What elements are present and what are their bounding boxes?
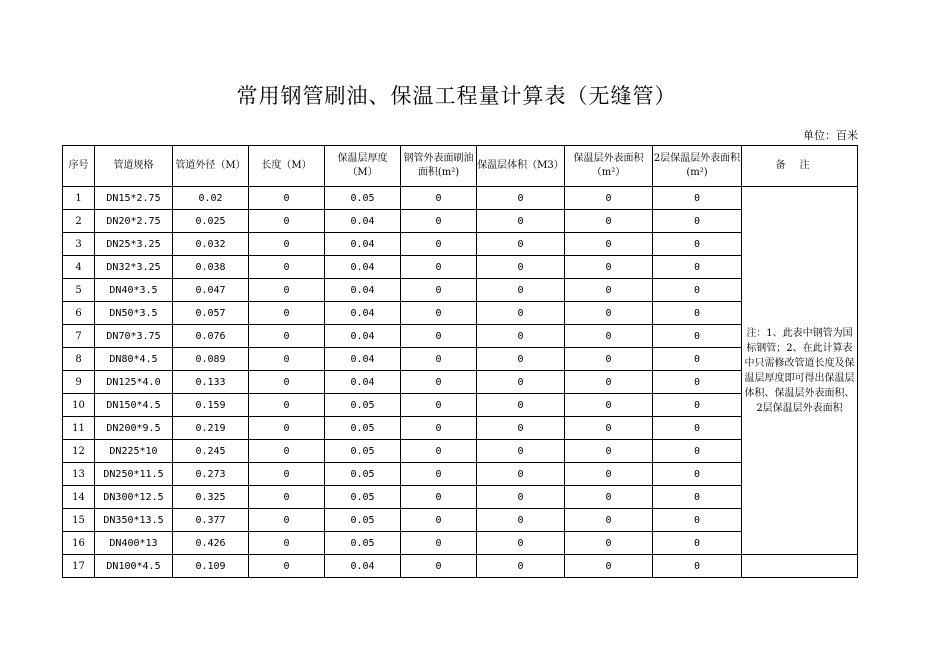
cell-volume[interactable]: 0 (477, 233, 565, 256)
cell-volume[interactable]: 0 (477, 348, 565, 371)
header-cell-remark[interactable]: 备注 (742, 146, 858, 187)
header-cell-no[interactable]: 序号 (63, 146, 95, 187)
cell-paint-area[interactable]: 0 (401, 302, 477, 325)
cell-no[interactable]: 6 (63, 302, 95, 325)
cell-no[interactable]: 17 (63, 555, 95, 578)
cell-length[interactable]: 0 (249, 440, 325, 463)
cell-surface[interactable]: 0 (565, 486, 653, 509)
cell-spec[interactable]: DN80*4.5 (95, 348, 173, 371)
cell-surface[interactable]: 0 (565, 532, 653, 555)
cell-thickness[interactable]: 0.05 (325, 509, 401, 532)
cell-thickness[interactable]: 0.04 (325, 233, 401, 256)
cell-volume[interactable]: 0 (477, 555, 565, 578)
cell-length[interactable]: 0 (249, 555, 325, 578)
cell-od[interactable]: 0.159 (173, 394, 249, 417)
cell-surface[interactable]: 0 (565, 417, 653, 440)
table-row (63, 509, 858, 532)
header-cell-thickness[interactable]: 保温层厚度（M） (325, 146, 401, 187)
cell-thickness[interactable]: 0.04 (325, 348, 401, 371)
cell-surface[interactable]: 0 (565, 394, 653, 417)
cell-od[interactable]: 0.089 (173, 348, 249, 371)
cell-no[interactable]: 4 (63, 256, 95, 279)
header-cell-paint-area[interactable]: 钢管外表面刷油面积(m²) (401, 146, 477, 187)
cell-volume[interactable]: 0 (477, 486, 565, 509)
cell-length[interactable]: 0 (249, 532, 325, 555)
table-row (63, 256, 858, 279)
cell-od[interactable]: 0.025 (173, 210, 249, 233)
header-cell-length[interactable]: 长度（M） (249, 146, 325, 187)
cell-volume[interactable]: 0 (477, 509, 565, 532)
cell-od[interactable]: 0.047 (173, 279, 249, 302)
cell-no[interactable]: 1 (63, 187, 95, 210)
table-row (63, 210, 858, 233)
cell-no[interactable]: 12 (63, 440, 95, 463)
cell-paint-area[interactable]: 0 (401, 440, 477, 463)
cell-surface[interactable]: 0 (565, 210, 653, 233)
cell-surface[interactable]: 0 (565, 279, 653, 302)
remark-empty-cell[interactable] (742, 555, 858, 578)
cell-surface[interactable]: 0 (565, 325, 653, 348)
cell-paint-area[interactable]: 0 (401, 187, 477, 210)
cell-surface[interactable]: 0 (565, 440, 653, 463)
cell-surface-2[interactable]: 0 (653, 256, 742, 279)
table-row (63, 279, 858, 302)
cell-no[interactable]: 3 (63, 233, 95, 256)
cell-volume[interactable]: 0 (477, 256, 565, 279)
table-row (63, 555, 858, 578)
cell-length[interactable]: 0 (249, 394, 325, 417)
cell-spec[interactable]: DN150*4.5 (95, 394, 173, 417)
header-cell-od[interactable]: 管道外径（M） (173, 146, 249, 187)
cell-surface[interactable]: 0 (565, 463, 653, 486)
table-row (63, 440, 858, 463)
cell-spec[interactable]: DN225*10 (95, 440, 173, 463)
cell-paint-area[interactable]: 0 (401, 256, 477, 279)
cell-thickness[interactable]: 0.05 (325, 394, 401, 417)
cell-length[interactable]: 0 (249, 279, 325, 302)
table-row (63, 394, 858, 417)
cell-surface-2[interactable]: 0 (653, 440, 742, 463)
cell-surface-2[interactable]: 0 (653, 210, 742, 233)
cell-spec[interactable]: DN25*3.25 (95, 233, 173, 256)
cell-paint-area[interactable]: 0 (401, 233, 477, 256)
cell-surface-2[interactable]: 0 (653, 233, 742, 256)
cell-surface-2[interactable]: 0 (653, 348, 742, 371)
cell-length[interactable]: 0 (249, 325, 325, 348)
cell-od[interactable]: 0.076 (173, 325, 249, 348)
cell-surface-2[interactable]: 0 (653, 302, 742, 325)
table-row (63, 486, 858, 509)
cell-spec[interactable]: DN15*2.75 (95, 187, 173, 210)
cell-no[interactable]: 5 (63, 279, 95, 302)
cell-spec[interactable]: DN100*4.5 (95, 555, 173, 578)
cell-surface-2[interactable]: 0 (653, 532, 742, 555)
cell-od[interactable]: 0.273 (173, 463, 249, 486)
cell-volume[interactable]: 0 (477, 463, 565, 486)
cell-no[interactable]: 15 (63, 509, 95, 532)
cell-paint-area[interactable]: 0 (401, 532, 477, 555)
cell-thickness[interactable]: 0.04 (325, 555, 401, 578)
cell-no[interactable]: 9 (63, 371, 95, 394)
cell-length[interactable]: 0 (249, 463, 325, 486)
header-row (63, 146, 858, 187)
table-row (63, 325, 858, 348)
cell-thickness[interactable]: 0.05 (325, 532, 401, 555)
cell-volume[interactable]: 0 (477, 394, 565, 417)
remark-note[interactable]: 注：1、此表中钢管为国标钢管；2、在此计算表中只需修改管道长度及保温层厚度即可得出保温层体积、保温层外表面积、2层保温层外表面积 (742, 187, 858, 555)
cell-no[interactable]: 14 (63, 486, 95, 509)
cell-paint-area[interactable]: 0 (401, 555, 477, 578)
cell-paint-area[interactable]: 0 (401, 463, 477, 486)
cell-spec[interactable]: DN400*13 (95, 532, 173, 555)
cell-paint-area[interactable]: 0 (401, 348, 477, 371)
cell-surface[interactable]: 0 (565, 509, 653, 532)
cell-no[interactable]: 2 (63, 210, 95, 233)
cell-surface-2[interactable]: 0 (653, 187, 742, 210)
cell-od[interactable]: 0.057 (173, 302, 249, 325)
cell-length[interactable]: 0 (249, 256, 325, 279)
cell-spec[interactable]: DN125*4.0 (95, 371, 173, 394)
cell-surface-2[interactable]: 0 (653, 463, 742, 486)
cell-paint-area[interactable]: 0 (401, 486, 477, 509)
header-cell-surface[interactable]: 保温层外表面积（m²） (565, 146, 653, 187)
cell-volume[interactable]: 0 (477, 302, 565, 325)
cell-od[interactable]: 0.02 (173, 187, 249, 210)
cell-volume[interactable]: 0 (477, 325, 565, 348)
cell-paint-area[interactable]: 0 (401, 371, 477, 394)
cell-length[interactable]: 0 (249, 233, 325, 256)
cell-surface-2[interactable]: 0 (653, 486, 742, 509)
cell-spec[interactable]: DN70*3.75 (95, 325, 173, 348)
cell-spec[interactable]: DN300*12.5 (95, 486, 173, 509)
cell-od[interactable]: 0.109 (173, 555, 249, 578)
cell-no[interactable]: 7 (63, 325, 95, 348)
table-row (63, 348, 858, 371)
cell-surface-2[interactable]: 0 (653, 417, 742, 440)
cell-paint-area[interactable]: 0 (401, 509, 477, 532)
cell-thickness[interactable]: 0.05 (325, 187, 401, 210)
cell-spec[interactable]: DN250*11.5 (95, 463, 173, 486)
cell-thickness[interactable]: 0.04 (325, 256, 401, 279)
cell-length[interactable]: 0 (249, 509, 325, 532)
cell-surface-2[interactable]: 0 (653, 371, 742, 394)
header-cell-volume[interactable]: 保温层体积（M3） (477, 146, 565, 187)
cell-od[interactable]: 0.133 (173, 371, 249, 394)
cell-length[interactable]: 0 (249, 486, 325, 509)
quantity-table (62, 145, 858, 578)
cell-no[interactable]: 13 (63, 463, 95, 486)
cell-spec[interactable]: DN20*2.75 (95, 210, 173, 233)
table-row (63, 233, 858, 256)
cell-surface[interactable]: 0 (565, 233, 653, 256)
cell-volume[interactable]: 0 (477, 440, 565, 463)
sheet-title: 常用钢管刷油、保温工程量计算表（无缝管） (236, 84, 677, 108)
cell-thickness[interactable]: 0.05 (325, 486, 401, 509)
table-row (63, 187, 858, 210)
cell-paint-area[interactable]: 0 (401, 394, 477, 417)
cell-surface[interactable]: 0 (565, 187, 653, 210)
cell-spec[interactable]: DN50*3.5 (95, 302, 173, 325)
cell-od[interactable]: 0.325 (173, 486, 249, 509)
cell-thickness[interactable]: 0.05 (325, 463, 401, 486)
cell-no[interactable]: 16 (63, 532, 95, 555)
cell-spec[interactable]: DN40*3.5 (95, 279, 173, 302)
cell-surface[interactable]: 0 (565, 256, 653, 279)
cell-paint-area[interactable]: 0 (401, 417, 477, 440)
cell-spec[interactable]: DN32*3.25 (95, 256, 173, 279)
cell-paint-area[interactable]: 0 (401, 325, 477, 348)
cell-length[interactable]: 0 (249, 417, 325, 440)
cell-spec[interactable]: DN350*13.5 (95, 509, 173, 532)
cell-no[interactable]: 10 (63, 394, 95, 417)
table-row (63, 532, 858, 555)
cell-od[interactable]: 0.038 (173, 256, 249, 279)
cell-od[interactable]: 0.426 (173, 532, 249, 555)
cell-no[interactable]: 8 (63, 348, 95, 371)
table-row (63, 417, 858, 440)
cell-length[interactable]: 0 (249, 371, 325, 394)
cell-paint-area[interactable]: 0 (401, 279, 477, 302)
header-cell-spec[interactable]: 管道规格 (95, 146, 173, 187)
cell-length[interactable]: 0 (249, 210, 325, 233)
cell-volume[interactable]: 0 (477, 371, 565, 394)
table-row (63, 302, 858, 325)
cell-thickness[interactable]: 0.04 (325, 210, 401, 233)
cell-volume[interactable]: 0 (477, 187, 565, 210)
cell-length[interactable]: 0 (249, 302, 325, 325)
table-row (63, 463, 858, 486)
cell-surface-2[interactable]: 0 (653, 325, 742, 348)
cell-volume[interactable]: 0 (477, 279, 565, 302)
cell-thickness[interactable]: 0.04 (325, 371, 401, 394)
cell-thickness[interactable]: 0.05 (325, 417, 401, 440)
cell-surface-2[interactable]: 0 (653, 394, 742, 417)
cell-thickness[interactable]: 0.04 (325, 302, 401, 325)
table-row (63, 371, 858, 394)
cell-no[interactable]: 11 (63, 417, 95, 440)
cell-thickness[interactable]: 0.04 (325, 325, 401, 348)
header-cell-surface-2[interactable]: 2层保温层外表面积(m²) (653, 146, 742, 187)
cell-od[interactable]: 0.032 (173, 233, 249, 256)
unit-label: 单位：百米 (803, 129, 858, 142)
cell-od[interactable]: 0.219 (173, 417, 249, 440)
cell-surface-2[interactable]: 0 (653, 555, 742, 578)
cell-length[interactable]: 0 (249, 187, 325, 210)
cell-volume[interactable]: 0 (477, 417, 565, 440)
cell-volume[interactable]: 0 (477, 532, 565, 555)
cell-length[interactable]: 0 (249, 348, 325, 371)
cell-paint-area[interactable]: 0 (401, 210, 477, 233)
cell-surface[interactable]: 0 (565, 348, 653, 371)
cell-surface-2[interactable]: 0 (653, 279, 742, 302)
cell-surface[interactable]: 0 (565, 371, 653, 394)
cell-od[interactable]: 0.377 (173, 509, 249, 532)
cell-thickness[interactable]: 0.05 (325, 440, 401, 463)
cell-surface[interactable]: 0 (565, 302, 653, 325)
cell-od[interactable]: 0.245 (173, 440, 249, 463)
cell-surface[interactable]: 0 (565, 555, 653, 578)
cell-surface-2[interactable]: 0 (653, 509, 742, 532)
cell-spec[interactable]: DN200*9.5 (95, 417, 173, 440)
cell-thickness[interactable]: 0.04 (325, 279, 401, 302)
cell-volume[interactable]: 0 (477, 210, 565, 233)
